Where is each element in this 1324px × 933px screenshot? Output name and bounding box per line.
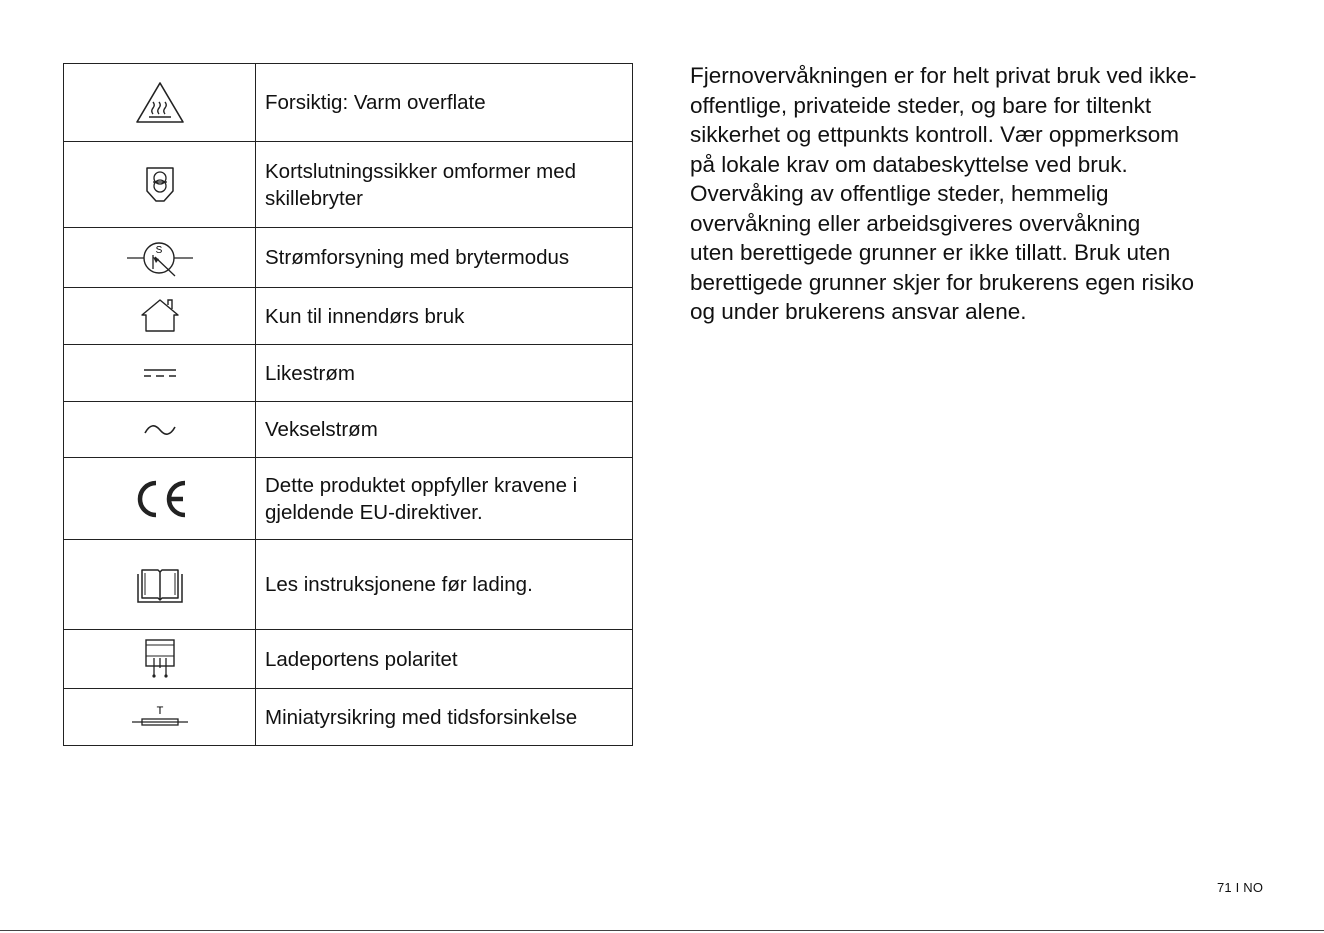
fuse-letter: T (156, 705, 163, 717)
symbol-description: Dette produktet oppfyller kravene i gjeldende EU-direktiver. (256, 458, 633, 540)
time-delay-fuse-icon (130, 704, 190, 730)
table-row (64, 345, 633, 402)
notice-line: på lokale krav om databeskyttelse ved bruk. (690, 151, 1128, 177)
alternating-current-icon (143, 423, 177, 437)
direct-current-icon (142, 366, 178, 380)
table-row (64, 288, 633, 345)
notice-line: uten berettigede grunner er ikke tillatt. Bruk uten (690, 240, 1171, 265)
symbol-cell (64, 540, 256, 630)
read-instructions-icon (134, 565, 186, 605)
symbol-description: Likestrøm (256, 345, 633, 402)
table-row (64, 630, 633, 689)
symbol-description: Kun til innendørs bruk (256, 288, 633, 345)
symbol-cell (64, 345, 256, 402)
symbol-description: Les instruksjonene før lading. (256, 540, 633, 630)
charging-port-polarity-icon (144, 638, 176, 680)
notice-line: berettigede grunner skjer for brukerens egen risiko (690, 269, 1195, 295)
symbol-description: Ladeportens polaritet (256, 630, 633, 689)
table-row (64, 458, 633, 540)
notice-line: Fjernovervåkningen er for helt privat bruk ved ikke- (690, 63, 1197, 88)
notice-line: og under brukerens ansvar alene. (690, 299, 1027, 324)
notice-line: sikkerhet og ettpunkts kontroll. Vær oppmerksom (690, 122, 1179, 147)
symbol-cell (64, 64, 256, 142)
notice-line: Overvåking av offentlige steder, hemmelig (690, 181, 1109, 206)
symbol-cell (64, 630, 256, 689)
table-row (64, 689, 633, 746)
table-row (64, 540, 633, 630)
symbol-description: Miniatyrsikring med tidsforsinkelse (256, 689, 633, 746)
symbol-description: Vekselstrøm (256, 402, 633, 458)
table-row (64, 64, 633, 142)
page-number: 71 I NO (1217, 880, 1264, 895)
symbol-table (63, 63, 633, 746)
bottom-divider (0, 930, 1324, 931)
table-row (64, 402, 633, 458)
symbol-cell (64, 458, 256, 540)
ce-mark-icon (130, 479, 190, 519)
switch-mode-power-supply-icon (125, 237, 195, 279)
symbol-cell (64, 142, 256, 228)
notice-line: overvåkning eller arbeidsgiveres overvåkning (690, 210, 1141, 236)
table-row (64, 142, 633, 228)
symbol-cell (64, 402, 256, 458)
privacy-notice (690, 61, 1280, 327)
symbol-description: Strømforsyning med brytermodus (256, 228, 633, 288)
hot-surface-warning-icon (134, 80, 186, 126)
switch-mode-letter: S (155, 244, 162, 256)
symbol-description: Forsiktig: Varm overflate (256, 64, 633, 142)
safety-isolating-transformer-icon (144, 165, 176, 205)
symbol-cell (64, 689, 256, 746)
indoor-use-only-icon (139, 298, 181, 334)
symbol-cell (64, 228, 256, 288)
table-row (64, 228, 633, 288)
notice-line: offentlige, privateide steder, og bare for tiltenkt (690, 92, 1152, 118)
symbol-description: Kortslutningssikker omformer med skillebryter (256, 142, 633, 228)
symbol-cell (64, 288, 256, 345)
